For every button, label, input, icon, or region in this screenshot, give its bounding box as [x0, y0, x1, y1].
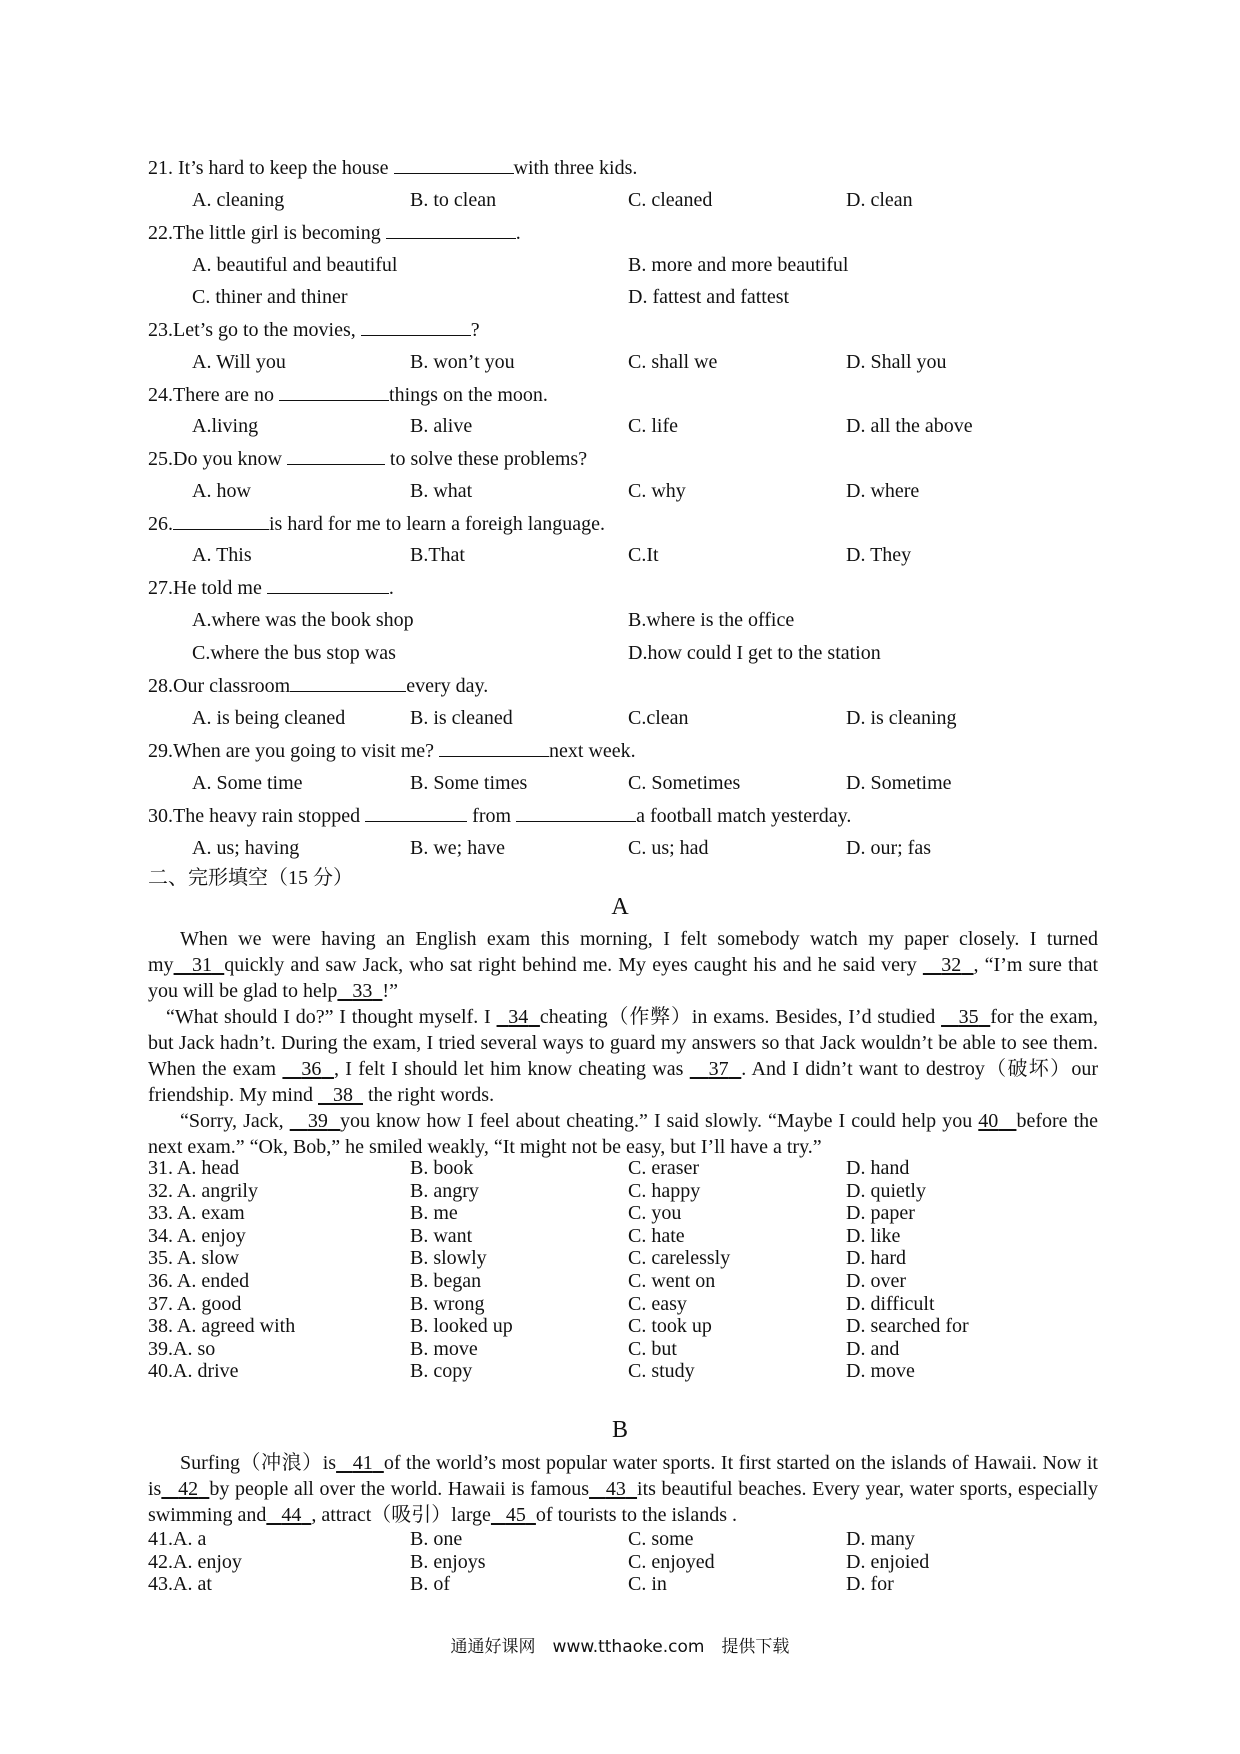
option-b: B. Some times	[410, 772, 528, 794]
blank-number: 38	[333, 1084, 353, 1106]
question-25-stem: 25.Do you know	[148, 448, 282, 470]
option-b: B. to clean	[410, 189, 497, 211]
section-heading: 二、完形填空（15 分）	[148, 867, 353, 889]
option-d: D. is cleaning	[846, 707, 957, 729]
option-c: C.clean	[628, 707, 689, 729]
cloze-option-a: 31. A. head	[148, 1157, 240, 1179]
cloze-option-b: B. copy	[410, 1360, 473, 1383]
question-30-stem-mid: from	[472, 805, 512, 827]
blank-number: 32	[941, 954, 962, 976]
cloze-option-c: C. happy	[628, 1179, 701, 1202]
question-21	[148, 155, 637, 180]
blank-31	[174, 954, 225, 976]
blank-number: 40	[978, 1110, 999, 1132]
question-27	[148, 575, 394, 600]
option-a: A. Some time	[192, 772, 303, 794]
option-d: D. fattest and fattest	[628, 286, 790, 308]
option-a: A.living	[192, 415, 259, 437]
passage-text: . And I didn’t want to destroy（破坏）our friendship. My mind	[148, 1058, 1099, 1106]
question-24-stem-end: things on the moon.	[389, 384, 548, 406]
option-d: D. our; fas	[846, 837, 931, 859]
answer-blank	[439, 738, 549, 757]
blank-number: 39	[307, 1110, 328, 1132]
blank-39	[290, 1110, 340, 1132]
answer-blank	[394, 155, 514, 174]
option-d: D.how could I get to the station	[628, 642, 881, 664]
answer-blank	[290, 673, 406, 692]
option-d: D. Sometime	[846, 772, 952, 794]
cloze-option-c: C. but	[628, 1337, 677, 1360]
question-29-stem-end: next week.	[549, 740, 636, 762]
option-c: C. life	[628, 415, 678, 437]
cloze-option-a: 39.A. so	[148, 1337, 216, 1360]
option-b: B.That	[410, 544, 465, 566]
cloze-option-b: B. slowly	[410, 1247, 487, 1270]
option-a: A. This	[192, 544, 252, 566]
blank-34	[497, 1006, 540, 1028]
cloze-option-b: B. me	[410, 1202, 458, 1225]
blank-number: 42	[178, 1478, 199, 1500]
cloze-option-d: D. searched for	[846, 1315, 969, 1338]
option-c: C.It	[628, 544, 659, 566]
passage-text: by people all over the world. Hawaii is famous	[209, 1478, 590, 1500]
cloze-option-c: C. took up	[628, 1315, 712, 1338]
blank-number: 36	[301, 1058, 322, 1080]
question-30-stem: 30.The heavy rain stopped	[148, 805, 361, 827]
answer-blank	[173, 511, 269, 530]
option-c: C. shall we	[628, 351, 718, 373]
option-c: C. Sometimes	[628, 772, 741, 794]
blank-41	[336, 1452, 384, 1474]
cloze-option-d: D. many	[846, 1528, 915, 1550]
cloze-option-d: D. hand	[846, 1157, 910, 1179]
option-a: A. beautiful and beautiful	[192, 254, 398, 276]
cloze-option-a: 40.A. drive	[148, 1360, 239, 1383]
cloze-option-a: 38. A. agreed with	[148, 1315, 296, 1338]
passage-text: its beautiful beaches. Every year, water sports, especially swimming and	[148, 1478, 1099, 1526]
answer-blank	[267, 575, 389, 594]
option-b: B.where is the office	[628, 609, 795, 631]
option-a: A.where was the book shop	[192, 609, 414, 631]
passage-text: of the world’s most popular water sports. It first started on the islands of Hawaii. Now it is	[148, 1452, 1098, 1500]
option-a: A. cleaning	[192, 189, 285, 211]
question-21-stem: 21. It’s hard to keep the house	[148, 157, 389, 179]
passage-text: of tourists to the islands .	[535, 1504, 738, 1526]
question-26	[148, 511, 605, 536]
blank-35	[941, 1006, 990, 1028]
question-27-stem: 27.He told me	[148, 577, 262, 599]
cloze-option-c: C. carelessly	[628, 1247, 731, 1270]
answer-blank	[365, 803, 467, 822]
cloze-option-d: D. move	[846, 1360, 915, 1383]
cloze-option-a: 35. A. slow	[148, 1247, 240, 1270]
question-28-stem-end: every day.	[406, 675, 489, 697]
blank-number: 34	[508, 1006, 529, 1028]
passage-a-paragraph-2	[148, 1004, 1098, 1108]
blank-32	[923, 954, 974, 976]
option-d: D. Shall you	[846, 351, 947, 373]
option-b: B. alive	[410, 415, 473, 437]
answer-blank	[386, 220, 516, 239]
option-c: C.where the bus stop was	[192, 642, 396, 664]
question-28	[148, 673, 488, 698]
cloze-option-a: 42.A. enjoy	[148, 1550, 242, 1573]
passage-a-heading: A	[611, 894, 629, 920]
answer-blank	[279, 382, 389, 401]
option-c: C. cleaned	[628, 189, 713, 211]
question-22-end: .	[515, 222, 521, 244]
blank-33	[337, 980, 382, 1002]
cloze-option-b: B. enjoys	[410, 1550, 486, 1573]
passage-text: , I felt I should let him know cheating was	[333, 1058, 684, 1080]
question-22	[148, 220, 521, 245]
blank-number: 37	[708, 1058, 729, 1080]
question-25-stem-end: to solve these problems?	[389, 448, 588, 470]
cloze-option-b: B. wrong	[410, 1292, 485, 1315]
option-b: B. won’t you	[410, 351, 515, 373]
cloze-option-b: B. looked up	[410, 1315, 513, 1338]
cloze-option-d: D. for	[846, 1573, 894, 1596]
cloze-option-b: B. angry	[410, 1179, 479, 1202]
cloze-option-b: B. move	[410, 1337, 478, 1360]
cloze-option-c: C. enjoyed	[628, 1550, 715, 1573]
passage-text: !”	[382, 980, 398, 1002]
cloze-option-a: 36. A. ended	[148, 1270, 250, 1292]
option-b: B. what	[410, 480, 473, 502]
option-b: B. we; have	[410, 837, 505, 859]
option-d: D. where	[846, 480, 920, 502]
option-c: C. why	[628, 480, 686, 502]
question-27-end: .	[388, 577, 394, 599]
cloze-option-c: C. study	[628, 1360, 695, 1383]
blank-44	[266, 1504, 311, 1526]
cloze-option-a: 37. A. good	[148, 1292, 242, 1315]
question-24	[148, 382, 548, 407]
blank-number: 33	[352, 980, 373, 1002]
blank-37	[690, 1058, 742, 1080]
cloze-option-c: C. you	[628, 1202, 682, 1225]
passage-text: quickly and saw Jack, who sat right behind me. My eyes caught his and he said very	[224, 954, 917, 976]
cloze-option-d: D. paper	[846, 1202, 915, 1225]
passage-text: Surfing（冲浪）is	[180, 1452, 337, 1474]
question-21-stem-end: with three kids.	[513, 157, 638, 179]
blank-40	[978, 1110, 1016, 1132]
passage-text: the right words.	[368, 1084, 495, 1106]
passage-a-paragraph-3	[148, 1108, 1098, 1160]
answer-blank	[516, 803, 636, 822]
cloze-option-c: C. easy	[628, 1292, 687, 1315]
blank-38	[318, 1084, 363, 1106]
passage-a-paragraph-1	[148, 926, 1098, 1004]
blank-45	[491, 1504, 536, 1526]
option-a: A. how	[192, 480, 251, 502]
passage-text: cheating（作弊）in exams. Besides, I’d studied	[539, 1006, 936, 1028]
blank-number: 35	[958, 1006, 979, 1028]
cloze-option-d: D. like	[846, 1224, 901, 1247]
cloze-option-a: 34. A. enjoy	[148, 1224, 246, 1247]
cloze-option-d: D. over	[846, 1270, 906, 1292]
cloze-option-d: D. hard	[846, 1247, 906, 1270]
question-30	[148, 803, 851, 828]
blank-36	[282, 1058, 334, 1080]
question-23-end: ?	[470, 319, 480, 341]
blank-number: 45	[505, 1504, 526, 1526]
cloze-option-a: 33. A. exam	[148, 1202, 245, 1225]
question-26-stem: is hard for me to learn a foreigh language.	[269, 513, 605, 535]
question-23	[148, 317, 480, 342]
option-d: D. clean	[846, 189, 913, 211]
option-d: D. They	[846, 544, 912, 566]
blank-43	[589, 1478, 637, 1500]
blank-number: 41	[352, 1452, 373, 1474]
passage-text: When we were having an English exam this morning, I felt somebody watch my paper closely. I turned my	[148, 928, 1098, 976]
answer-blank	[287, 446, 385, 465]
cloze-option-b: B. one	[410, 1528, 463, 1550]
passage-b-paragraph-1	[148, 1450, 1098, 1528]
question-28-stem: 28.Our classroom	[148, 675, 291, 697]
passage-text: , attract（吸引）large	[311, 1504, 491, 1526]
cloze-option-d: D. and	[846, 1337, 900, 1360]
blank-number: 44	[281, 1504, 302, 1526]
cloze-option-b: B. want	[410, 1224, 473, 1247]
option-b: B. more and more beautiful	[628, 254, 849, 276]
passage-text: “What should I do?” I thought myself. I	[166, 1006, 491, 1028]
cloze-option-c: C. some	[628, 1528, 694, 1550]
cloze-option-c: C. went on	[628, 1270, 716, 1292]
question-29	[148, 738, 636, 763]
cloze-option-b: B. book	[410, 1157, 474, 1179]
question-29-stem: 29.When are you going to visit me?	[148, 740, 435, 762]
answer-blank	[361, 317, 471, 336]
option-a: A. is being cleaned	[192, 707, 346, 729]
cloze-option-a: 43.A. at	[148, 1573, 212, 1596]
blank-42	[161, 1478, 209, 1500]
question-23-stem: 23.Let’s go to the movies,	[148, 319, 356, 341]
passage-b-heading: B	[611, 1417, 628, 1443]
passage-text: , “I’m sure that you will be glad to help	[148, 954, 1099, 1002]
blank-number: 43	[605, 1478, 626, 1500]
cloze-option-c: C. hate	[628, 1224, 685, 1247]
cloze-option-d: D. difficult	[846, 1292, 935, 1315]
blank-number: 31	[191, 954, 212, 976]
passage-text: for the exam, but Jack hadn’t. During the exam, I tried several ways to guard my answers so that Jack wouldn’t be able to see them. When the exam	[148, 1006, 1099, 1080]
option-a: A. us; having	[192, 837, 300, 859]
cloze-option-a: 32. A. angrily	[148, 1179, 258, 1202]
cloze-option-a: 41.A. a	[148, 1528, 207, 1550]
question-22-stem: 22.The little girl is becoming	[148, 222, 381, 244]
question-25	[148, 446, 587, 471]
question-24-stem: 24.There are no	[148, 384, 275, 406]
option-a: A. Will you	[192, 351, 286, 373]
cloze-option-d: D. quietly	[846, 1179, 926, 1202]
option-b: B. is cleaned	[410, 707, 513, 729]
option-c: C. us; had	[628, 837, 709, 859]
passage-text: “Sorry, Jack,	[180, 1110, 284, 1132]
cloze-option-d: D. enjoied	[846, 1550, 930, 1573]
question-30-stem-end: a football match yesterday.	[636, 805, 852, 827]
cloze-option-c: C. eraser	[628, 1157, 700, 1179]
option-d: D. all the above	[846, 415, 973, 437]
cloze-option-c: C. in	[628, 1573, 667, 1596]
passage-text: you know how I feel about cheating.” I said slowly. “Maybe I could help you	[339, 1110, 973, 1132]
page-footer: 通通好课网 www.tthaoke.com 提供下载	[450, 1637, 790, 1657]
question-26-number: 26.	[148, 513, 173, 535]
passage-text: before the next exam.” “Ok, Bob,” he smiled weakly, “It might not be easy, but I’ll have a try.”	[148, 1110, 1099, 1158]
option-c: C. thiner and thiner	[192, 286, 348, 308]
cloze-option-b: B. of	[410, 1573, 450, 1596]
cloze-option-b: B. began	[410, 1270, 482, 1292]
